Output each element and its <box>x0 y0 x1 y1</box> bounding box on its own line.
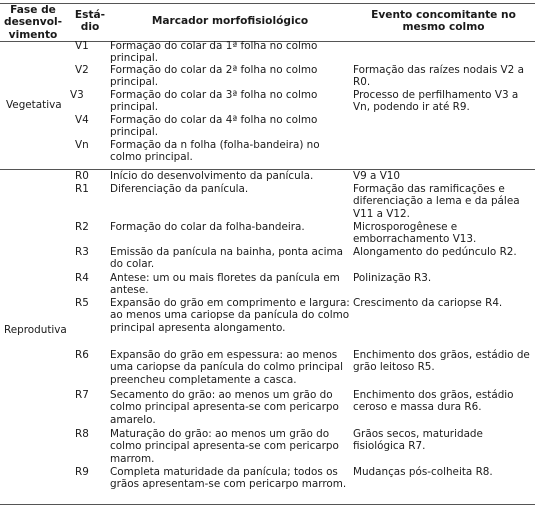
header-stage-line: dio <box>80 21 100 34</box>
header-phase-line: desenvol- <box>3 16 62 29</box>
table-top-rule <box>0 3 535 4</box>
stage-cell <box>70 89 84 101</box>
event-cell-line: emborrachamento V13. <box>353 233 477 246</box>
stage-cell <box>75 64 89 76</box>
marker-cell-line: principal. <box>110 76 159 89</box>
event-cell <box>353 170 400 182</box>
marker-cell <box>110 139 320 164</box>
event-cell-line: Formação das raízes nodais V2 a <box>353 64 524 76</box>
event-cell-line: ceroso e massa dura R6. <box>353 401 482 414</box>
stage-cell <box>75 183 89 195</box>
stage-cell <box>75 114 89 126</box>
marker-cell-line: principal apresenta alongamento. <box>110 321 286 334</box>
marker-cell <box>110 40 317 65</box>
marker-cell <box>110 466 346 491</box>
marker-cell-line: amarelo. <box>110 413 156 426</box>
stage-cell-line: R2 <box>75 221 89 233</box>
event-cell-line: Formação das ramificações e <box>353 183 505 195</box>
event-cell-line: fisiológica R7. <box>353 440 426 453</box>
marker-cell <box>110 114 317 139</box>
marker-cell <box>110 221 305 233</box>
marker-cell-line: Formação do colar da 3ª folha no colmo <box>110 89 318 101</box>
marker-cell-line: Antese: um ou mais floretes da panícula em <box>110 272 340 284</box>
event-cell <box>353 428 483 453</box>
marker-cell <box>110 297 350 334</box>
header-stage <box>72 9 108 34</box>
stage-cell-line: R7 <box>75 389 89 401</box>
marker-cell-line: ao menos uma cariopse da panícula do colmo <box>110 309 350 322</box>
marker-cell-line: Formação da n folha (folha-bandeira) no <box>110 139 320 151</box>
marker-cell-line: Completa maturidade da panícula; todos os <box>110 466 338 478</box>
event-cell-line: V11 a V12. <box>353 207 410 220</box>
marker-cell-line: Emissão da panícula na bainha, ponta acima <box>110 246 343 258</box>
event-cell-line: Grãos secos, maturidade <box>353 428 483 440</box>
stage-cell <box>75 466 89 478</box>
marker-cell-line: Formação do colar da 2ª folha no colmo <box>110 64 318 76</box>
marker-cell <box>110 349 343 386</box>
event-cell-line: Enchimento dos grãos, estádio de <box>353 349 530 361</box>
event-cell-line: Vn, podendo ir até R9. <box>353 101 470 114</box>
marker-cell-line: marrom. <box>110 452 155 465</box>
stage-cell-line: R5 <box>75 297 89 309</box>
stage-cell-line: Vn <box>75 139 89 151</box>
marker-cell <box>110 428 339 465</box>
marker-cell <box>110 89 317 114</box>
stage-cell <box>75 170 89 182</box>
header-event-line: Evento concomitante no <box>371 9 516 21</box>
event-cell-line: Alongamento do pedúnculo R2. <box>353 246 517 258</box>
marker-cell-line: do colar. <box>110 258 155 271</box>
stage-cell-line: R9 <box>75 466 89 478</box>
stage-cell <box>75 349 89 361</box>
event-cell <box>353 389 514 414</box>
phase-reproductive: Reprodutiva <box>4 324 67 336</box>
event-cell <box>353 64 524 89</box>
stage-cell-line: R6 <box>75 349 89 361</box>
event-cell <box>353 466 493 478</box>
event-cell <box>353 221 476 246</box>
marker-cell-line: uma cariopse da panícula do colmo principal <box>110 361 344 374</box>
event-cell <box>353 246 517 258</box>
stage-cell <box>75 246 89 258</box>
marker-cell-line: colmo principal apresenta-se com pericarpo <box>110 440 339 453</box>
marker-cell-line: colmo principal apresenta-se com pericarpo <box>110 401 339 414</box>
header-marker: Marcador morfofisiológico <box>151 15 309 27</box>
stage-cell <box>75 272 89 284</box>
event-cell-line: Mudanças pós-colheita R8. <box>353 466 493 478</box>
event-cell-line: Crescimento da cariopse R4. <box>353 297 503 309</box>
stage-cell <box>75 389 89 401</box>
header-phase <box>0 4 66 41</box>
phase-vegetative: Vegetativa <box>6 99 62 111</box>
marker-cell <box>110 170 313 182</box>
event-cell <box>353 297 502 309</box>
stage-cell-line: R3 <box>75 246 89 258</box>
marker-cell-line: principal. <box>110 101 159 114</box>
marker-cell-line: Início do desenvolvimento da panícula. <box>110 170 314 182</box>
marker-cell <box>110 64 317 89</box>
marker-cell-line: Secamento do grão: ao menos um grão do <box>110 389 333 401</box>
stage-cell <box>75 428 89 440</box>
event-cell-line: grão leitoso R5. <box>353 361 435 374</box>
stage-cell-line: R1 <box>75 183 89 195</box>
marker-cell-line: grãos apresentam-se com pericarpo marrom. <box>110 478 347 491</box>
header-phase-line: vimento <box>8 28 58 41</box>
header-phase-line: Fase de <box>10 4 56 16</box>
event-cell-line: Polinização R3. <box>353 272 432 284</box>
stage-cell-line: V2 <box>75 64 89 76</box>
event-cell <box>353 349 530 374</box>
marker-cell-line: Diferenciação da panícula. <box>110 183 249 195</box>
stage-cell-line: R0 <box>75 170 89 182</box>
marker-cell-line: principal. <box>110 52 159 65</box>
event-cell-line: diferenciação a lema e da pálea <box>353 195 520 208</box>
marker-cell-line: Formação do colar da 4ª folha no colmo <box>110 114 318 126</box>
stage-cell <box>75 40 89 52</box>
header-event <box>352 9 535 34</box>
marker-cell-line: principal. <box>110 126 159 139</box>
marker-cell-line: Maturação do grão: ao menos um grão do <box>110 428 330 440</box>
event-cell <box>353 183 520 220</box>
stage-cell-line: R8 <box>75 428 89 440</box>
event-cell-line: R0. <box>353 76 371 89</box>
marker-cell-line: Formação do colar da 1ª folha no colmo <box>110 40 318 52</box>
stage-cell <box>75 297 89 309</box>
event-cell <box>353 272 431 284</box>
marker-cell-line: colmo principal. <box>110 151 193 164</box>
marker-cell-line: Formação do colar da folha-bandeira. <box>110 221 305 233</box>
stage-cell-line: V3 <box>70 89 84 101</box>
header-stage-line: Está- <box>74 9 106 21</box>
stage-cell-line: V1 <box>75 40 89 52</box>
marker-cell-line: Expansão do grão em comprimento e largura: <box>110 297 350 309</box>
marker-cell <box>110 389 339 426</box>
marker-cell <box>110 246 343 271</box>
stage-cell <box>75 139 89 151</box>
event-cell-line: Enchimento dos grãos, estádio <box>353 389 514 401</box>
marker-cell-line: Expansão do grão em espessura: ao menos <box>110 349 338 361</box>
event-cell-line: Processo de perfilhamento V3 a <box>353 89 519 101</box>
marker-cell-line: preencheu completamente a casca. <box>110 373 297 386</box>
event-cell-line: Microsporogênese e <box>353 221 458 233</box>
stage-cell-line: V4 <box>75 114 89 126</box>
header-event-line: mesmo colmo <box>402 21 485 34</box>
event-cell <box>353 89 518 114</box>
event-cell-line: V9 a V10 <box>353 170 401 182</box>
marker-cell <box>110 272 340 297</box>
stage-cell-line: R4 <box>75 272 89 284</box>
stage-cell <box>75 221 89 233</box>
marker-cell-line: antese. <box>110 284 149 297</box>
marker-cell <box>110 183 248 195</box>
